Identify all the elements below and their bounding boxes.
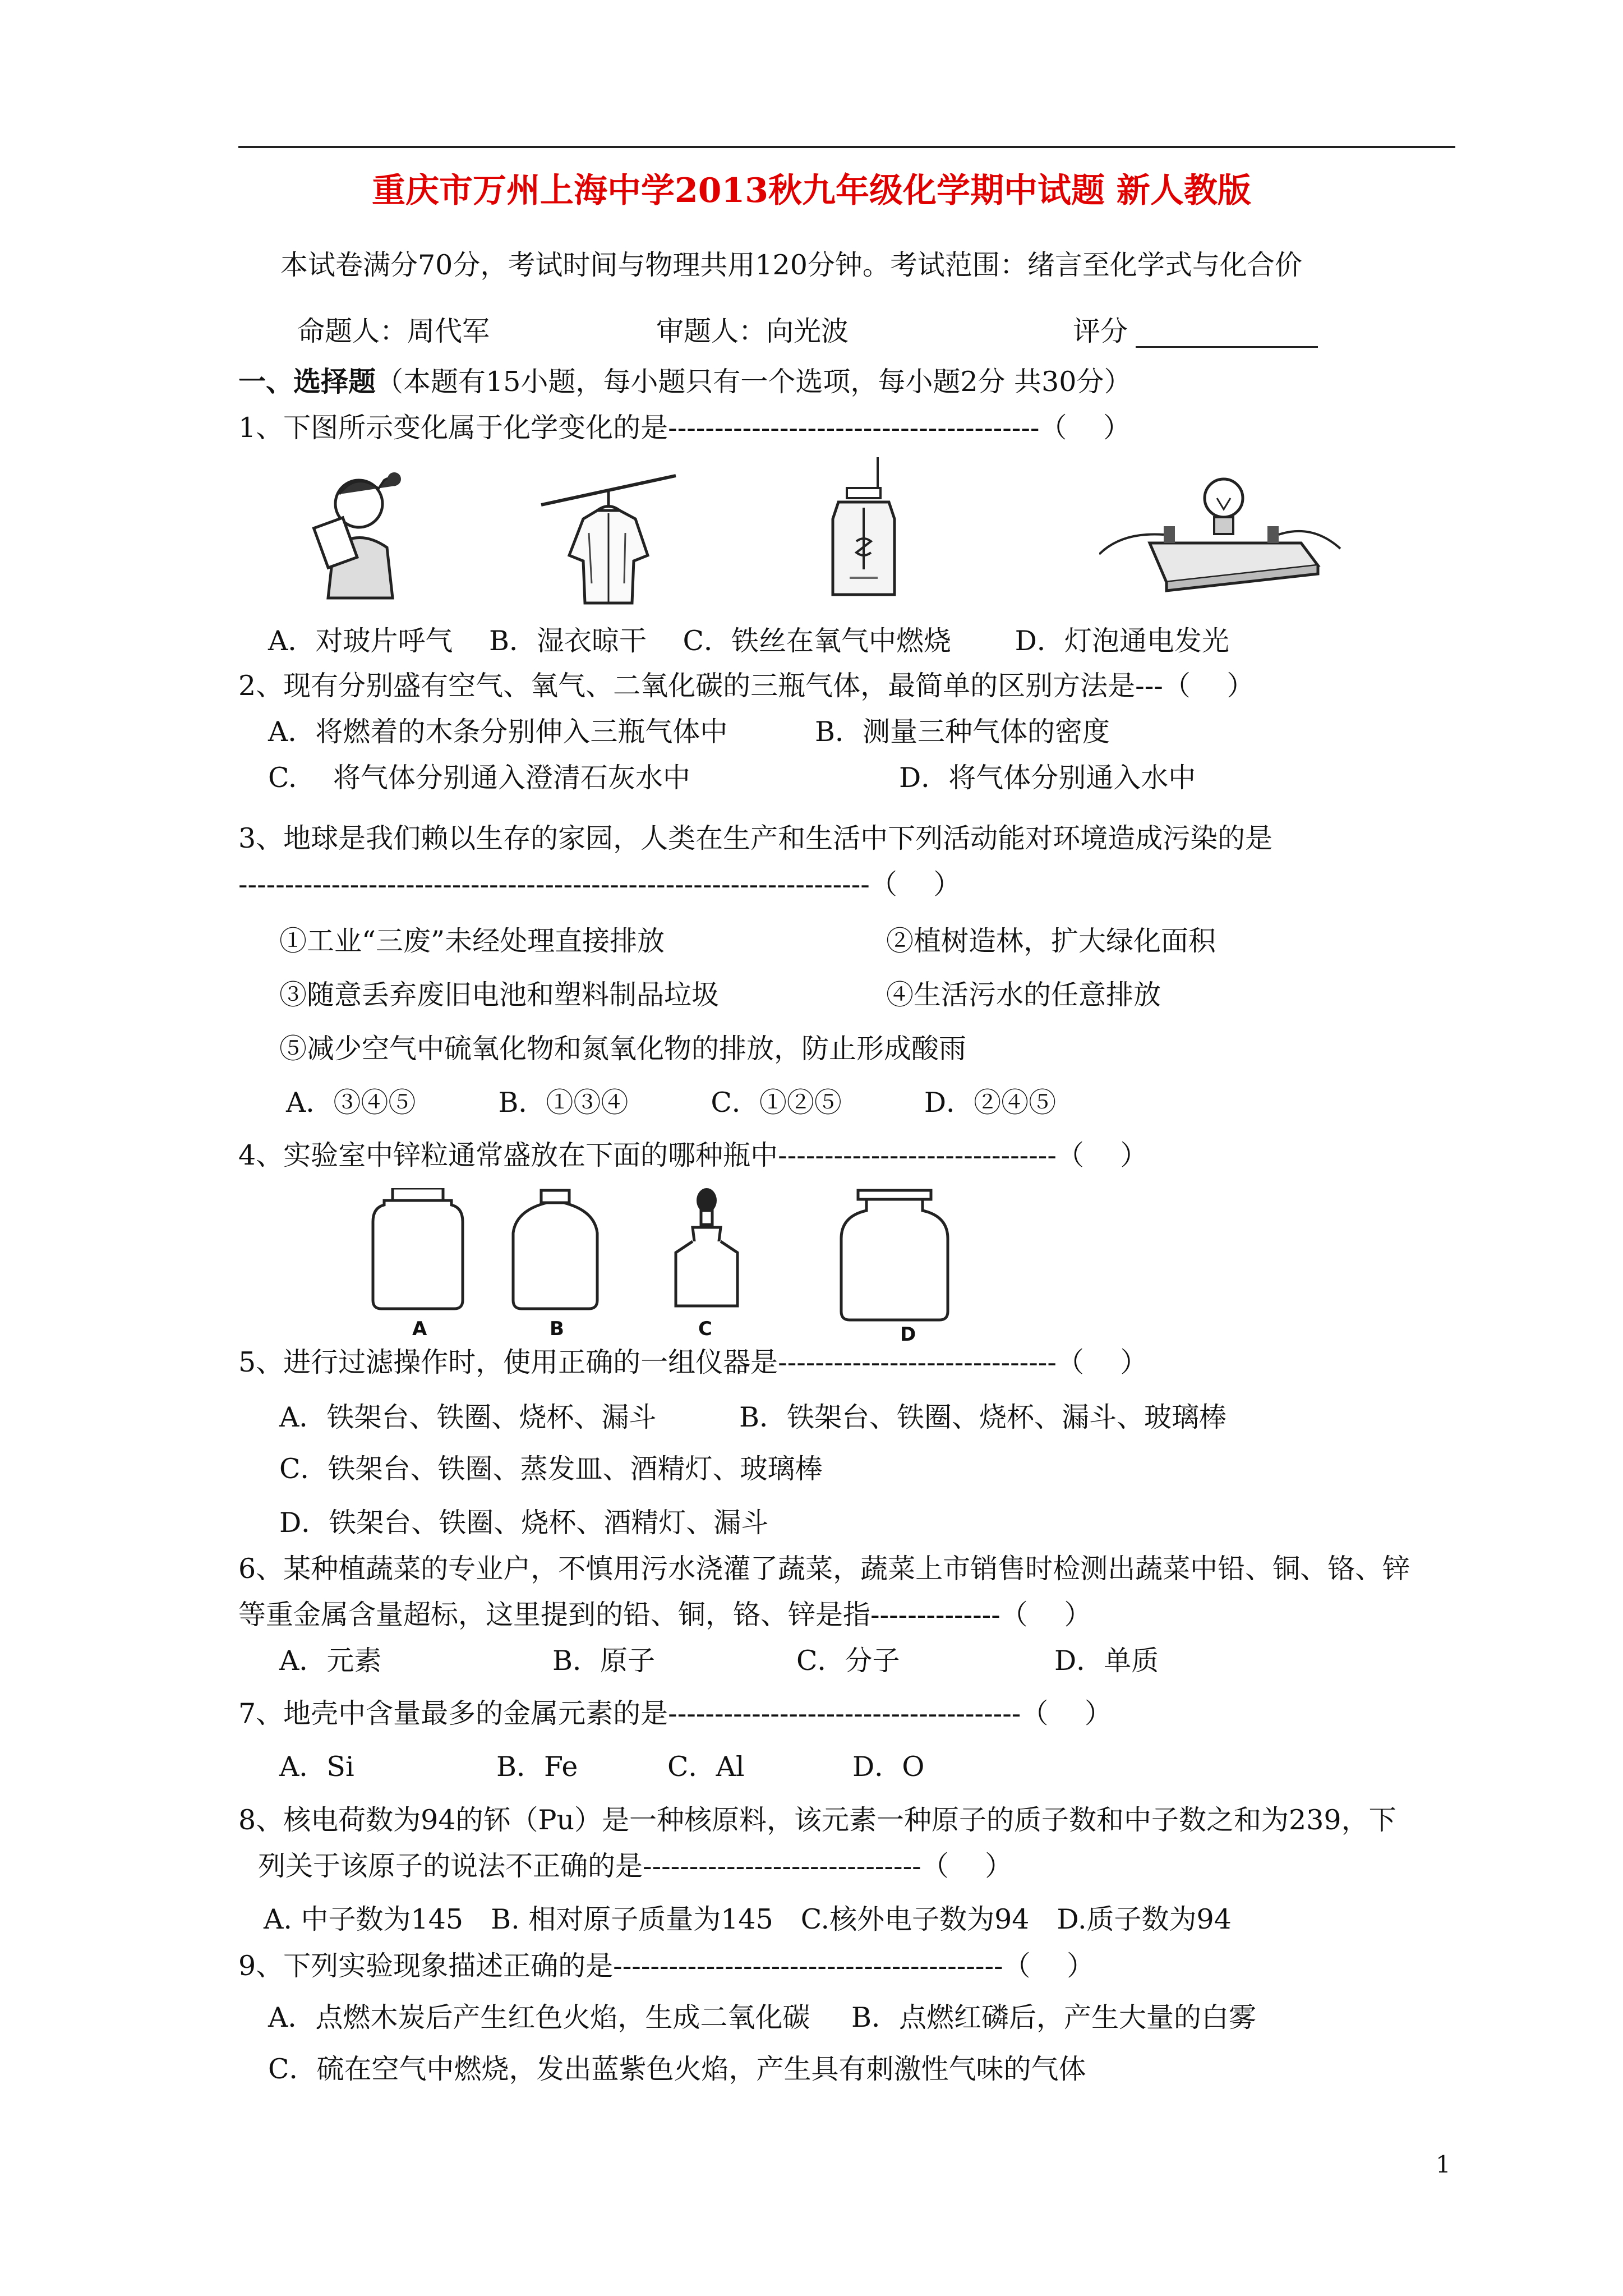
section-heading (238, 365, 1132, 398)
q3-stem-cont: --------------------------------------------------------------------（ ） (238, 868, 961, 900)
q6-option-a: A．元素 (279, 1645, 382, 1677)
exam-intro: 本试卷满分70分，考试时间与物理共用120分钟。考试范围：绪言至化学式与化合价 (280, 249, 1302, 281)
exam-title: 重庆市万州上海中学2013秋九年级化学期中试题 新人教版 (372, 171, 1251, 210)
q3-item-2: ②植树造林，扩大绿化面积 (886, 925, 1216, 957)
q6-option-b: B．原子 (552, 1645, 656, 1677)
bottle-d-icon (841, 1190, 948, 1320)
q1-image-bulb (1099, 470, 1346, 599)
q8-options: A. 中子数为145 B. 相对原子质量为145 C.核外电子数为94 D.质子数为94 (264, 1903, 1232, 1935)
q1-image-iron-burning (822, 457, 906, 597)
q1-stem: 1、下图所示变化属于化学变化的是----------------------------------------（ ） (238, 412, 1131, 444)
q2-option-b: B．测量三种气体的密度 (815, 716, 1110, 748)
q5-option-d: D．铁架台、铁圈、烧杯、酒精灯、漏斗 (279, 1507, 769, 1539)
q2-option-d: D．将气体分别通入水中 (899, 762, 1196, 794)
reviewer-label: 审题人：向光波 (656, 315, 849, 347)
bottle-a-icon (373, 1188, 463, 1309)
q7-stem: 7、地壳中含量最多的金属元素的是--------------------------------------（ ） (238, 1697, 1112, 1729)
bottle-b-icon (513, 1190, 597, 1309)
section-title: 一、选择题 (238, 365, 376, 398)
q9-option-a: A．点燃木炭后产生红色火焰，生成二氧化碳 (268, 2001, 810, 2033)
q1-image-breath (300, 463, 421, 601)
q3-stem: 3、地球是我们赖以生存的家园，人类在生产和生活中下列活动能对环境造成污染的是 (238, 822, 1273, 854)
section-note: （本题有15小题，每小题只有一个选项，每小题2分 共30分） (376, 366, 1132, 398)
q5-option-a: A．铁架台、铁圈、烧杯、漏斗 (279, 1401, 657, 1433)
q6-stem: 6、某种植蔬菜的专业户，不慎用污水浇灌了蔬菜，蔬菜上市销售时检测出蔬菜中铅、铜、铬、锌 (238, 1553, 1410, 1585)
q7-option-b: B．Fe (496, 1751, 578, 1783)
q1-options: A．对玻片呼气 B．湿衣晾干 C．铁丝在氧气中燃烧 D．灯泡通电发光 (268, 625, 1229, 657)
bottle-c-label: C (698, 1318, 712, 1340)
q6-option-d: D．单质 (1054, 1645, 1159, 1677)
q5-stem: 5、进行过滤操作时，使用正确的一组仪器是------------------------------（ ） (238, 1346, 1148, 1378)
q5-option-c: C．铁架台、铁圈、蒸发皿、酒精灯、玻璃棒 (279, 1453, 823, 1485)
q3-item-5: ⑤减少空气中硫氧化物和氮氧化物的排放，防止形成酸雨 (279, 1033, 967, 1065)
q3-options: A．③④⑤ B．①③④ C．①②⑤ D．②④⑤ (286, 1087, 1057, 1119)
top-rule (238, 146, 1455, 148)
q9-stem: 9、下列实验现象描述正确的是------------------------------------------（ ） (238, 1950, 1095, 1982)
q3-item-4: ④生活污水的任意排放 (886, 979, 1161, 1011)
q3-item-1: ①工业“三废”未经处理直接排放 (279, 925, 665, 957)
q6-option-c: C．分子 (796, 1645, 900, 1677)
bottle-d-label: D (900, 1323, 916, 1342)
author-label: 命题人：周代军 (297, 315, 490, 347)
q6-stem-cont: 等重金属含量超标，这里提到的铅、铜，铬、锌是指--------------（ ） (238, 1599, 1092, 1631)
q4-stem: 4、实验室中锌粒通常盛放在下面的哪种瓶中------------------------------（ ） (238, 1139, 1148, 1171)
q8-stem: 8、核电荷数为94的钚（Pu）是一种核原料，该元素一种原子的质子数和中子数之和为239，下 (238, 1804, 1396, 1836)
score-blank (1136, 346, 1318, 348)
q7-option-a: A．Si (279, 1751, 354, 1783)
page-number: 1 (1436, 2151, 1451, 2178)
bottle-a-label: A (412, 1318, 427, 1340)
q7-option-c: C．Al (667, 1751, 745, 1783)
q7-option-d: D．O (852, 1751, 925, 1783)
q2-option-a: A．将燃着的木条分别伸入三瓶气体中 (268, 716, 728, 748)
q3-item-3: ③随意丢弃废旧电池和塑料制品垃圾 (279, 979, 720, 1011)
q9-option-b: B．点燃红磷后，产生大量的白雾 (851, 2001, 1257, 2033)
bottle-c-icon (676, 1188, 737, 1306)
q9-option-c: C．硫在空气中燃烧，发出蓝紫色火焰，产生具有刺激性气味的气体 (268, 2053, 1086, 2085)
q2-stem: 2、现有分别盛有空气、氧气、二氧化碳的三瓶气体，最简单的区别方法是---（ ） (238, 670, 1255, 702)
q2-option-c: C. 将气体分别通入澄清石灰水中 (268, 762, 690, 794)
q4-bottles (359, 1188, 976, 1342)
score-label: 评分 (1073, 315, 1128, 347)
q8-stem-cont: 列关于该原子的说法不正确的是------------------------------（ ） (258, 1850, 1013, 1882)
q1-image-wet-clothes (536, 471, 681, 609)
q5-option-b: B．铁架台、铁圈、烧杯、漏斗、玻璃棒 (739, 1401, 1227, 1433)
bottle-b-label: B (550, 1318, 564, 1340)
